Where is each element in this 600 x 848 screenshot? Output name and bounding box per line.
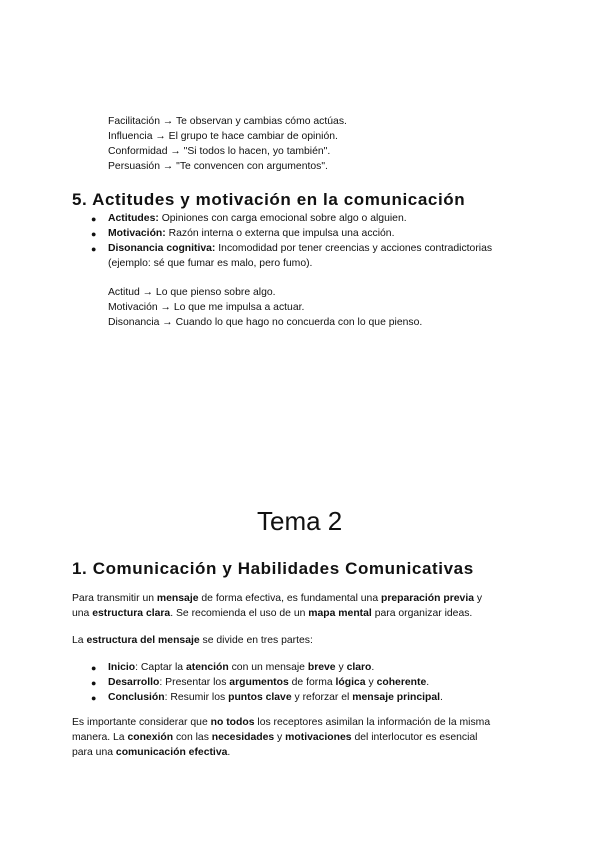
text-line: Persuasión → "Te convencen con argumentos". bbox=[108, 161, 328, 172]
bullet-icon: ● bbox=[91, 663, 97, 673]
bullet-icon: ● bbox=[91, 678, 97, 688]
section-heading: 1. Comunicación y Habilidades Comunicativas bbox=[72, 559, 474, 578]
paragraph-line: una estructura clara. Se recomienda el uso de un mapa mental para organizar ideas. bbox=[72, 608, 473, 619]
list-item-continuation: (ejemplo: sé que fumar es malo, pero fumo). bbox=[108, 258, 313, 269]
text-line: Conformidad → "Si todos lo hacen, yo también". bbox=[108, 146, 331, 157]
text-line: Motivación → Lo que me impulsa a actuar. bbox=[108, 302, 305, 313]
list-item: Motivación: Razón interna o externa que impulsa una acción. bbox=[108, 228, 395, 239]
text-line: Influencia → El grupo te hace cambiar de opinión. bbox=[108, 131, 338, 142]
paragraph-line: Es importante considerar que no todos los receptores asimilan la información de la misma bbox=[72, 717, 491, 728]
list-item: Actitudes: Opiniones con carga emocional sobre algo o alguien. bbox=[108, 213, 407, 224]
list-item: Conclusión: Resumir los puntos clave y reforzar el mensaje principal. bbox=[108, 692, 443, 703]
paragraph-line: manera. La conexión con las necesidades y motivaciones del interlocutor es esencial bbox=[72, 732, 478, 743]
list-item: Inicio: Captar la atención con un mensaje breve y claro. bbox=[108, 662, 375, 673]
paragraph-line: para una comunicación efectiva. bbox=[72, 747, 231, 758]
paragraph-line: Para transmitir un mensaje de forma efectiva, es fundamental una preparación previa y bbox=[72, 593, 483, 604]
bullet-icon: ● bbox=[91, 693, 97, 703]
bullet-icon: ● bbox=[91, 214, 97, 224]
text-line: Facilitación → Te observan y cambias cómo actúas. bbox=[108, 116, 347, 127]
page-title: Tema 2 bbox=[257, 506, 343, 536]
text-line: Actitud → Lo que pienso sobre algo. bbox=[108, 287, 276, 298]
bullet-icon: ● bbox=[91, 244, 97, 254]
text-line: Disonancia → Cuando lo que hago no concuerda con lo que pienso. bbox=[108, 317, 423, 328]
list-item: Desarrollo: Presentar los argumentos de forma lógica y coherente. bbox=[108, 677, 430, 688]
bullet-icon: ● bbox=[91, 229, 97, 239]
list-item: Disonancia cognitiva: Incomodidad por tener creencias y acciones contradictorias bbox=[108, 243, 493, 254]
paragraph-line: La estructura del mensaje se divide en tres partes: bbox=[72, 635, 313, 646]
section-heading: 5. Actitudes y motivación en la comunicación bbox=[72, 190, 466, 209]
